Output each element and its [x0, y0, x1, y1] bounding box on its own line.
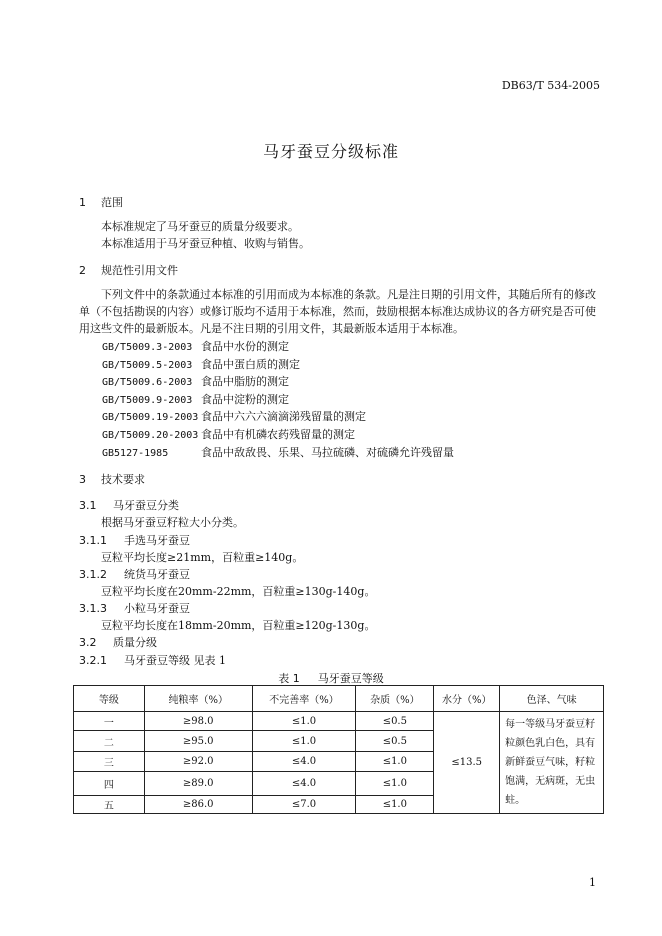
reference-code: GB/T5009.5-2003	[102, 360, 193, 371]
section-number: 1	[79, 196, 86, 209]
subsection-3-1-2-text: 豆粒平均长度在20mm-22mm，百粒重≥130g-140g。	[101, 585, 376, 598]
table-row	[74, 712, 604, 731]
reference-code: GB/T5009.9-2003	[102, 395, 193, 406]
header-impurity: 杂质（%）	[356, 686, 434, 712]
section-title: 手选马牙蚕豆	[124, 534, 190, 547]
section-1-heading	[79, 194, 123, 210]
section-number: 3	[79, 473, 86, 486]
reference-item	[102, 426, 355, 442]
reference-title: 食品中脂肪的测定	[201, 375, 289, 388]
subsection-3-1-text: 根据马牙蚕豆籽粒大小分类。	[101, 516, 244, 529]
cell-grade: 四	[74, 772, 145, 796]
cell-purity: ≥95.0	[144, 731, 252, 751]
subsection-3-1-1-text: 豆粒平均长度≥21mm，百粒重≥140g。	[101, 551, 304, 564]
section-text: 马牙蚕豆等级 见表 1	[124, 654, 226, 667]
subsection-3-1-heading	[79, 497, 179, 513]
scope-paragraph-1: 本标准规定了马牙蚕豆的质量分级要求。	[101, 220, 299, 233]
section-number: 3.1.3	[79, 602, 107, 615]
cell-impurity: ≤1.0	[356, 795, 434, 813]
header-purity: 纯粮率（%）	[144, 686, 252, 712]
section-number: 3.1.1	[79, 534, 107, 547]
subsection-3-2-1-line	[79, 652, 226, 668]
table-caption	[0, 670, 662, 686]
table-caption-label: 表 1	[278, 672, 300, 685]
section-title: 统货马牙蚕豆	[124, 568, 190, 581]
reference-title: 食品中有机磷农药残留量的测定	[201, 428, 355, 441]
cell-impurity: ≤0.5	[356, 731, 434, 751]
reference-code: GB/T5009.6-2003	[102, 377, 193, 388]
cell-grade: 二	[74, 731, 145, 751]
cell-purity: ≥86.0	[144, 795, 252, 813]
section-title: 技术要求	[101, 473, 145, 486]
cell-impurity: ≤0.5	[356, 712, 434, 731]
reference-code: GB/T5009.20-2003	[102, 430, 199, 441]
document-id: DB63/T 534-2005	[501, 79, 600, 92]
cell-purity: ≥89.0	[144, 772, 252, 796]
table-header-row	[74, 686, 604, 712]
reference-item	[102, 338, 289, 354]
cell-impurity: ≤1.0	[356, 772, 434, 796]
cell-grade: 三	[74, 751, 145, 771]
cell-imperfect: ≤1.0	[252, 712, 356, 731]
cell-imperfect: ≤4.0	[252, 772, 356, 796]
section-number: 3.1.2	[79, 568, 107, 581]
reference-title: 食品中敌敌畏、乐果、马拉硫磷、对硫磷允许残留量	[201, 446, 454, 459]
page-number: 1	[589, 876, 596, 889]
reference-title: 食品中六六六滴滴涕残留量的测定	[201, 410, 366, 423]
cell-imperfect: ≤1.0	[252, 731, 356, 751]
cell-impurity: ≤1.0	[356, 751, 434, 771]
reference-title: 食品中蛋白质的测定	[201, 358, 300, 371]
reference-item	[102, 408, 366, 424]
cell-imperfect: ≤7.0	[252, 795, 356, 813]
section-title: 马牙蚕豆分类	[113, 499, 179, 512]
section-title: 小粒马牙蚕豆	[124, 602, 190, 615]
section-3-heading	[79, 471, 145, 487]
cell-color-smell: 每一等级马牙蚕豆籽粒颜色乳白色，具有新鲜蚕豆气味，籽粒饱满，无病斑，无虫蛀。	[500, 712, 604, 814]
subsection-3-2-heading	[79, 634, 157, 650]
cell-grade: 一	[74, 712, 145, 731]
header-imperfect: 不完善率（%）	[252, 686, 356, 712]
section-number: 3.2	[79, 636, 97, 649]
cell-moisture: ≤13.5	[434, 712, 500, 814]
reference-title: 食品中淀粉的测定	[201, 393, 289, 406]
reference-title: 食品中水份的测定	[201, 340, 289, 353]
scope-paragraph-2: 本标准适用于马牙蚕豆种植、收购与销售。	[101, 237, 310, 250]
reference-code: GB/T5009.19-2003	[102, 412, 199, 423]
section-number: 3.1	[79, 499, 97, 512]
cell-imperfect: ≤4.0	[252, 751, 356, 771]
header-moisture: 水分（%）	[434, 686, 500, 712]
references-intro: 下列文件中的条款通过本标准的引用而成为本标准的条款。凡是注日期的引用文件，其随后所有的修改单（不包括勘误的内容）或修订版均不适用于本标准，然而，鼓励根据本标准达成协议的各方研究是否可使用这些文件的最新版本。凡是不注日期的引用文件，其最新版本适用于本标准。	[79, 288, 596, 335]
table-caption-title: 马牙蚕豆等级	[317, 672, 384, 685]
header-color-smell: 色泽、气味	[500, 686, 604, 712]
reference-item	[102, 391, 289, 407]
section-number: 2	[79, 264, 86, 277]
section-title: 质量分级	[113, 636, 157, 649]
reference-item	[102, 444, 454, 460]
page-title: 马牙蚕豆分级标准	[262, 142, 399, 161]
cell-purity: ≥98.0	[144, 712, 252, 731]
reference-item	[102, 373, 289, 389]
subsection-3-1-3-heading	[79, 600, 190, 616]
section-title: 规范性引用文件	[101, 264, 178, 277]
grade-table	[73, 685, 604, 814]
reference-item	[102, 356, 300, 372]
section-2-heading	[79, 262, 178, 278]
subsection-3-1-1-heading	[79, 532, 190, 548]
section-number: 3.2.1	[79, 654, 107, 667]
reference-code: GB/T5009.3-2003	[102, 342, 193, 353]
section-title: 范围	[101, 196, 123, 209]
cell-purity: ≥92.0	[144, 751, 252, 771]
reference-code: GB5127-1985	[102, 448, 169, 459]
subsection-3-1-3-text: 豆粒平均长度在18mm-20mm，百粒重≥120g-130g。	[101, 619, 376, 632]
subsection-3-1-2-heading	[79, 566, 190, 582]
cell-grade: 五	[74, 795, 145, 813]
header-grade: 等级	[74, 686, 145, 712]
